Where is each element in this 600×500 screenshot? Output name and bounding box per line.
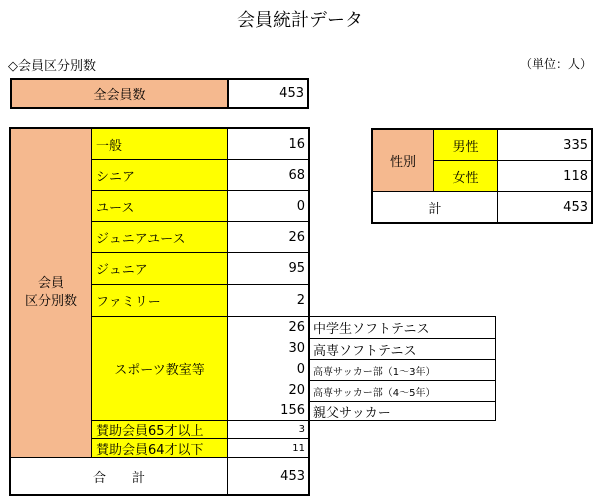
- sports-school-item: 中学生ソフトテニス: [308, 316, 496, 339]
- sports-school-value: 20: [227, 380, 309, 401]
- category-label: ユース: [91, 190, 228, 222]
- category-group-line1: 会員: [37, 276, 64, 291]
- unit-label: （単位：人）: [520, 57, 593, 71]
- sports-school-value: 30: [227, 338, 309, 359]
- category-group-label: [10, 128, 92, 458]
- supporter-label: 賛助会員65才以上: [91, 420, 228, 439]
- grand-total-label: 合 計: [10, 457, 228, 495]
- category-label: ファミリー: [91, 284, 228, 317]
- page-title: 会員統計データ: [237, 10, 363, 31]
- gender-total-label: 計: [372, 191, 498, 223]
- category-value: 0: [227, 190, 309, 222]
- grand-total-value: 453: [227, 457, 309, 495]
- sports-school-item: 高専ソフトテニス: [308, 338, 496, 360]
- gender-row-label: 女性: [433, 160, 498, 192]
- total-members-label: 全会員数: [10, 78, 229, 109]
- gender-row-label: 男性: [433, 129, 498, 161]
- gender-label: 性別: [372, 129, 434, 192]
- category-value: 16: [227, 128, 309, 160]
- category-value: 26: [227, 221, 309, 253]
- category-group-line2: 区分別数: [24, 294, 77, 309]
- category-label: 一般: [91, 128, 228, 160]
- category-label: シニア: [91, 159, 228, 191]
- category-value: 2: [227, 284, 309, 317]
- sports-school-value: 26: [227, 316, 309, 338]
- total-members-value: 453: [227, 78, 309, 109]
- sports-school-item: 高専サッカー部（1～3年）: [308, 359, 496, 381]
- supporter-label: 賛助会員64才以下: [91, 438, 228, 458]
- category-label: ジュニア: [91, 252, 228, 285]
- sports-school-value: 0: [227, 359, 309, 380]
- sports-school-item: 高専サッカー部（4～5年）: [308, 380, 496, 402]
- category-label: ジュニアユース: [91, 221, 228, 253]
- category-value: 95: [227, 252, 309, 285]
- sports-school-item: 親父サッカー: [308, 401, 496, 421]
- section-label: ◇会員区分別数: [8, 59, 96, 74]
- sports-school-value: 156: [227, 401, 309, 421]
- sports-school-label: スポーツ教室等: [91, 316, 228, 421]
- gender-total-value: 453: [497, 191, 592, 223]
- gender-row-value: 118: [497, 160, 592, 192]
- supporter-value: 3: [227, 420, 309, 439]
- gender-row-value: 335: [497, 129, 592, 161]
- category-value: 68: [227, 159, 309, 191]
- supporter-value: 11: [227, 438, 309, 458]
